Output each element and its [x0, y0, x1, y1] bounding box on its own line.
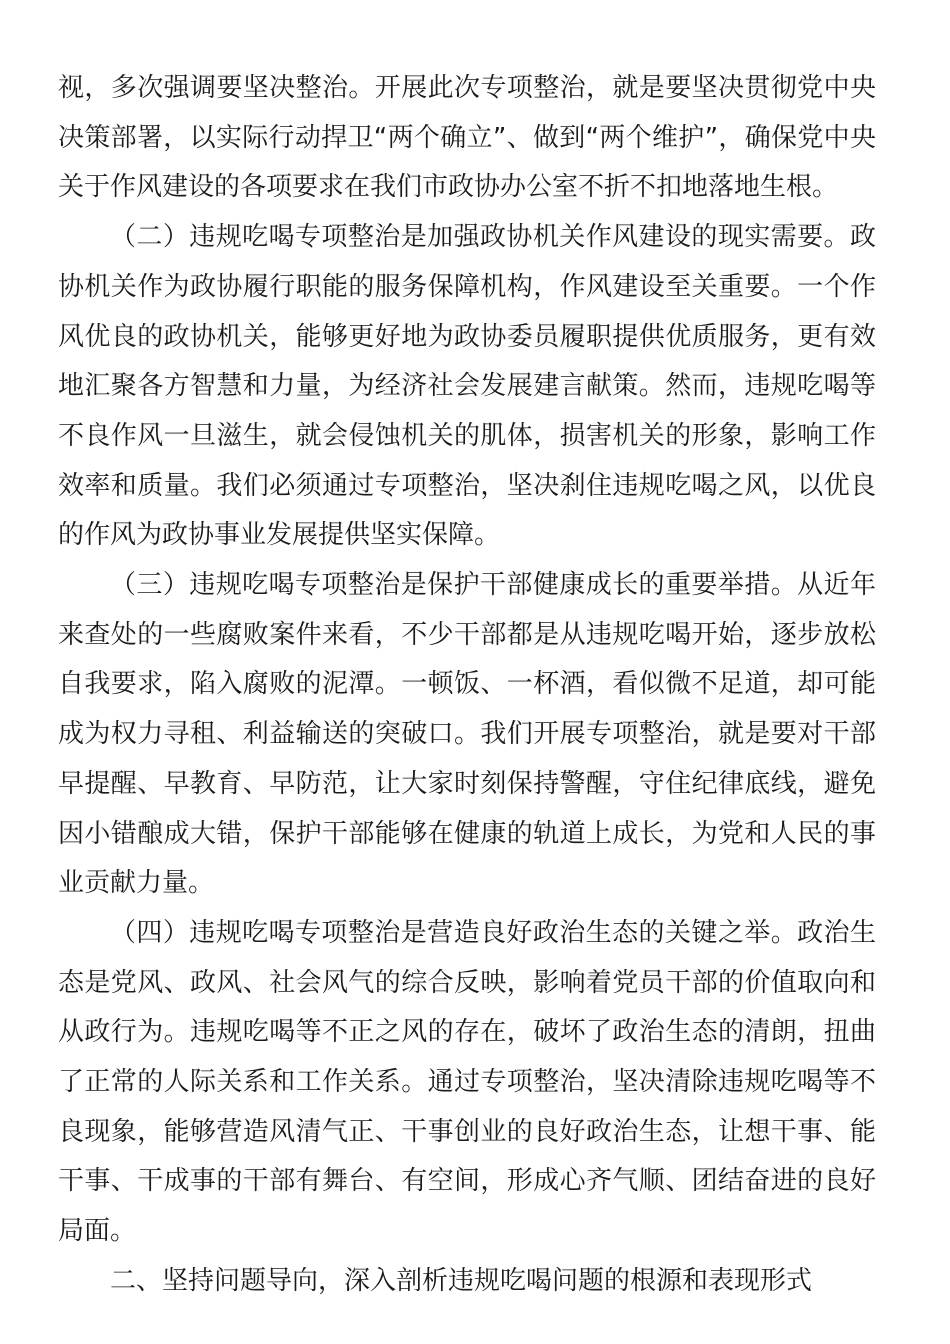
paragraph-continuation: 视，多次强调要坚决整治。开展此次专项整治，就是要坚决贯彻党中央决策部署，以实际行动捍卫“两个确立”、做到“两个维护”，确保党中央关于作风建设的各项要求在我们市政协办公室不折不扣地落地生根。 — [58, 73, 876, 203]
paragraph-section-four: （四）违规吃喝专项整治是营造良好政治生态的关键之举。政治生态是党风、政风、社会风气的综合反映，影响着党员干部的价值取向和从政行为。违规吃喝等不正之风的存在，破坏了政治生态的清朗，扭曲了正常的人际关系和工作关系。通过专项整治，坚决清除违规吃喝等不良现象，能够营造风清气正、干事创业的良好政治生态，让想干事、能干事、干成事的干部有舞台、有空间，形成心齐气顺、团结奋进的良好局面。 — [58, 917, 876, 1247]
section-heading: 二、坚持问题导向，深入剖析违规吃喝问题的根源和表现形式 — [110, 1265, 813, 1296]
document-page — [58, 64, 876, 1307]
paragraph-section-two: （二）违规吃喝专项整治是加强政协机关作风建设的现实需要。政协机关作为政协履行职能的服务保障机构，作风建设至关重要。一个作风优良的政协机关，能够更好地为政协委员履职提供优质服务，更有效地汇聚各方智慧和力量，为经济社会发展建言献策。然而，违规吃喝等不良作风一旦滋生，就会侵蚀机关的肌体，损害机关的形象，影响工作效率和质量。我们必须通过专项整治，坚决刹住违规吃喝之风，以优良的作风为政协事业发展提供坚实保障。 — [58, 222, 876, 551]
paragraph-section-three: （三）违规吃喝专项整治是保护干部健康成长的重要举措。从近年来查处的一些腐败案件来看，不少干部都是从违规吃喝开始，逐步放松自我要求，陷入腐败的泥潭。一顿饭、一杯酒，看似微不足道，却可能成为权力寻租、利益输送的突破口。我们开展专项整治，就是要对干部早提醒、早教育、早防范，让大家时刻保持警醒，守住纪律底线，避免因小错酿成大错，保护干部能够在健康的轨道上成长，为党和人民的事业贡献力量。 — [58, 570, 876, 899]
